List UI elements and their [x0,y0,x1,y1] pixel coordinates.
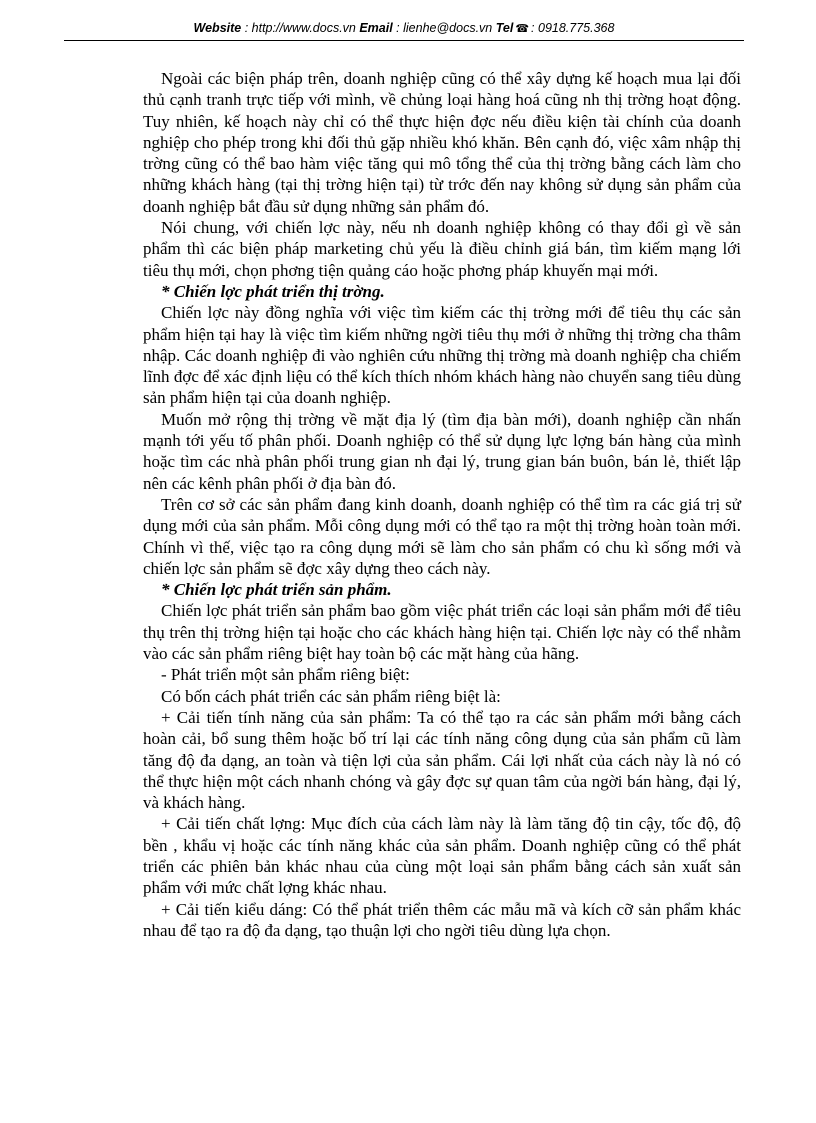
section-heading: * Chiến lợc phát triển thị trờng. [161,281,385,301]
paragraph: Có bốn cách phát triển các sản phẩm riêng biệt là: [161,686,501,706]
list-heading: - Phát triển một sản phẩm riêng biệt: [161,665,410,685]
tel-label: Tel [495,21,514,35]
tel-number: : 0918.775.368 [531,21,615,35]
paragraph: Trên cơ sở các sản phẩm đang kinh doanh, doanh nghiệp có thể tìm ra các giá trị sử dụng mới của sản phẩm. Mỗi công dụng mới có thể tạo ra một thị trờng hoàn toàn mới. Chính vì thế, việc tạo ra công dụng mới sẽ làm cho sản phẩm có chu kì sống mới và chiến lợc sản phẩm sẽ đợc xây dựng theo cách này. [143,494,741,578]
list-item: + Cải tiến chất lợng: Mục đích của cách làm này là làm tăng độ tin cậy, tốc độ, độ bền , khẩu vị hoặc các tính năng khác của sản phẩm. Doanh nghiệp cũng có thể phát triển các phiên bản khác nhau của cùng một loại sản phẩm bằng cách sản xuất sản phẩm với mức chất lợng khác nhau. [143,814,741,898]
page-header [64,18,744,38]
phone-icon: ☎ [515,23,530,35]
paragraph: Chiến lợc này đồng nghĩa với việc tìm kiếm các thị trờng mới để tiêu thụ các sản phẩm hiện tại hay là việc tìm kiếm những ngời tiêu thụ mới ở những thị trờng cha thâm nhập. Các doanh nghiệp đi vào nghiên cứu những thị trờng mà doanh nghiệp cha chiếm lĩnh đợc để xác định liệu có thể kích thích nhóm khách hàng nào chuyển sang tiêu dùng sản phẩm hiện tại của doanh nghiệp. [143,303,741,408]
email-label: Email [359,21,393,35]
list-item: + Cải tiến kiểu dáng: Có thể phát triển thêm các mẫu mã và kích cỡ sản phẩm khác nhau để tạo ra độ đa dạng, tạo thuận lợi cho ngời tiêu dùng lựa chọn. [143,899,741,940]
section-heading: * Chiến lợc phát triển sản phẩm. [161,580,392,600]
paragraph: Ngoài các biện pháp trên, doanh nghiệp cũng có thể xây dựng kế hoạch mua lại đối thủ cạnh tranh trực tiếp với mình, về chủng loại hàng hoá cũng nh thị trờng hoạt động. Tuy nhiên, kế hoạch này chỉ có thể thực hiện đợc nếu điều kiện tài chính của doanh nghiệp cho phép trong khi đối thủ gặp nhiều khó khăn. Bên cạnh đó, việc xâm nhập thị trờng cũng có thể bao hàm việc tăng qui mô tổng thể của thị trờng bằng cách làm cho những khách hàng (tại thị trờng hiện tại) từ trớc đến nay không sử dụng sản phẩm của doanh nghiệp bắt đầu sử dụng những sản phẩm đó. [143,69,741,216]
list-item: + Cải tiến tính năng của sản phẩm: Ta có thể tạo ra các sản phẩm mới bằng cách hoàn cải, bổ sung thêm hoặc bố trí lại các tính năng công dụng của sản phẩm cũ làm tăng độ đa dạng, an toàn và tiện lợi của sản phẩm. Cái lợi nhất của cách này là nó có thể thực hiện một cách nhanh chóng và gây đợc sự quan tâm của ngời bán hàng, đại lý, và khách hàng. [143,707,741,813]
document-body [143,68,741,941]
website-url: : http://www.docs.vn [241,21,360,35]
paragraph: Chiến lợc phát triển sản phẩm bao gồm việc phát triển các loại sản phẩm mới để tiêu thụ trên thị trờng hiện tại hoặc cho các khách hàng hiện tại. Chiến lợc này có thể nhằm vào các sản phẩm riêng biệt hay toàn bộ các mặt hàng của hãng. [143,601,741,664]
header-divider [64,40,744,41]
paragraph: Muốn mở rộng thị trờng về mặt địa lý (tìm địa bàn mới), doanh nghiệp cần nhấn mạnh tới yếu tố phân phối. Doanh nghiệp có thể sử dụng lực lợng bán hàng của mình hoặc tìm các nhà phân phối trung gian nh đại lý, trung gian bán buôn, bán lẻ, thiết lập nên các kênh phân phối ở địa bàn đó. [143,409,741,493]
paragraph: Nói chung, với chiến lợc này, nếu nh doanh nghiệp không có thay đổi gì về sản phẩm thì các biện pháp marketing chủ yếu là điều chỉnh giá bán, tìm kiếm mạng lới tiêu thụ mới, chọn phơng tiện quảng cáo hoặc phơng pháp khuyến mại mới. [143,218,741,280]
website-label: Website [193,21,242,35]
email-address: : lienhe@docs.vn [392,21,496,35]
